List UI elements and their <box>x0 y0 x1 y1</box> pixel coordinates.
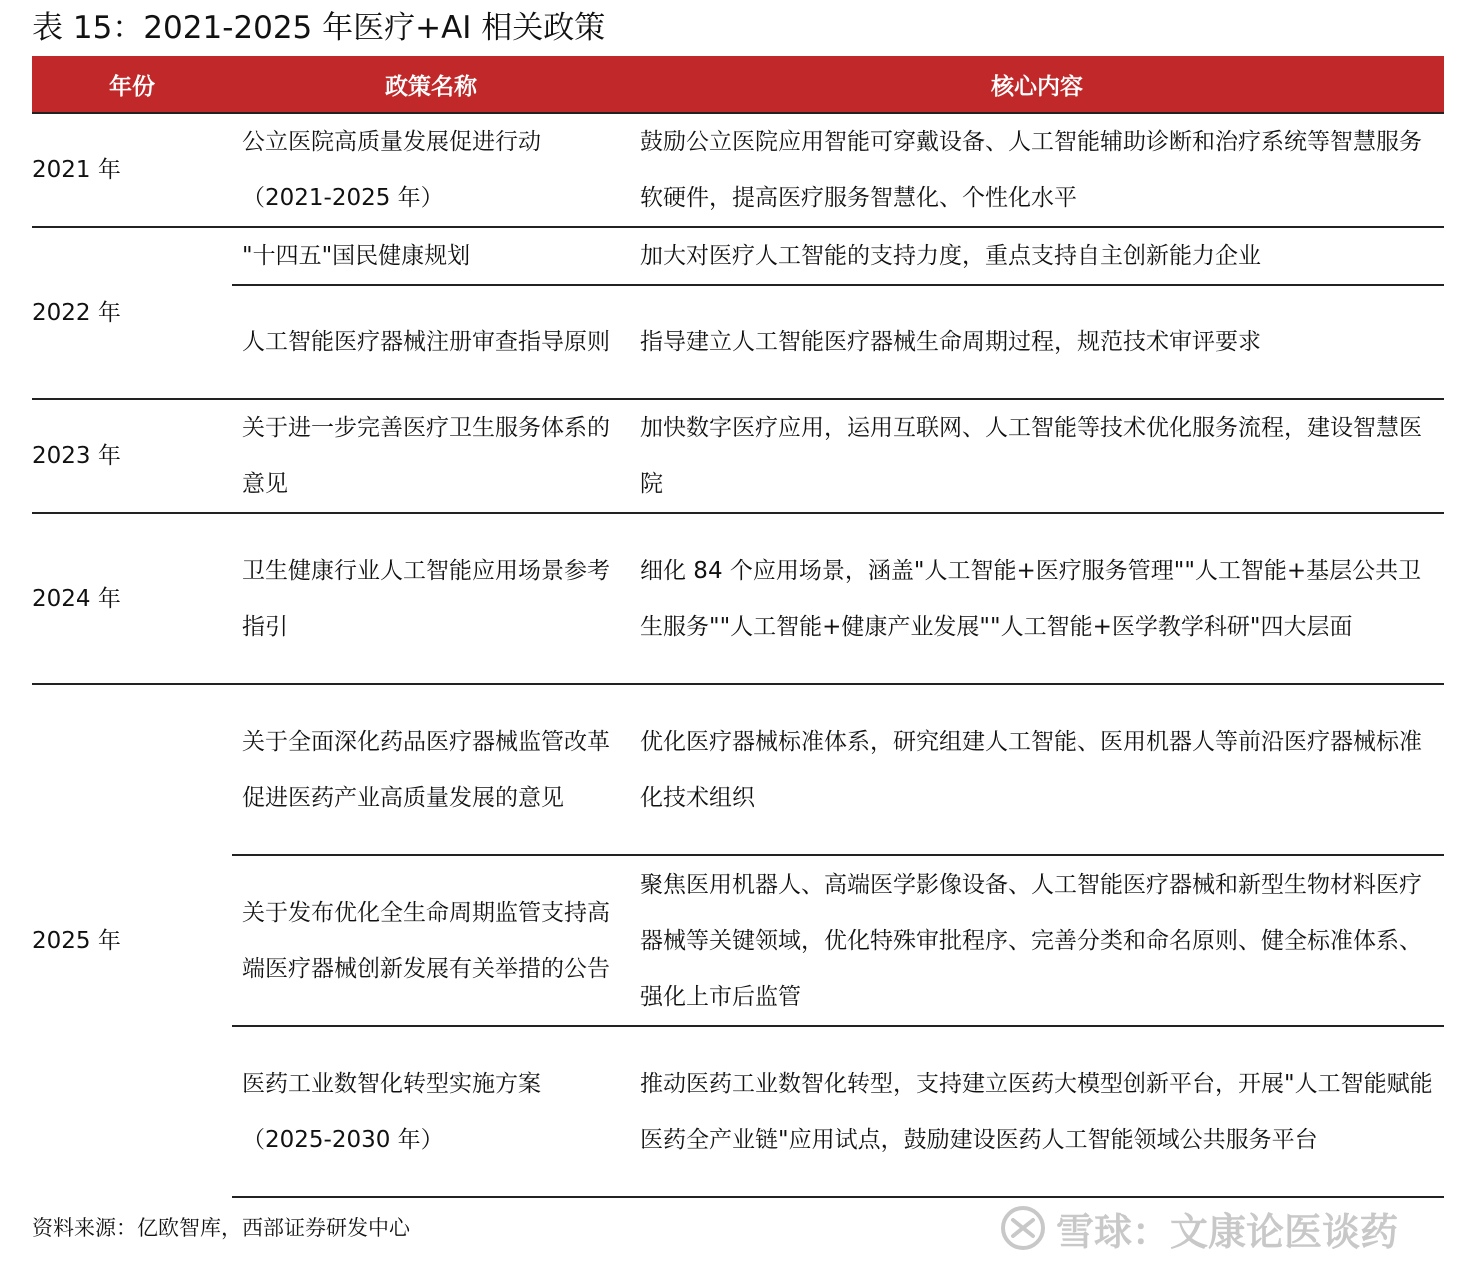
core-content-cell: 鼓励公立医院应用智能可穿戴设备、人工智能辅助诊断和治疗系统等智慧服务软硬件，提高医疗服务智慧化、个性化水平 <box>630 113 1444 227</box>
table-row <box>32 855 1444 1026</box>
header-core-content: 核心内容 <box>630 56 1444 113</box>
year-cell: 2023 年 <box>32 399 232 513</box>
policy-name-cell: 人工智能医疗器械注册审查指导原则 <box>232 285 630 399</box>
core-content-cell: 加快数字医疗应用，运用互联网、人工智能等技术优化服务流程，建设智慧医院 <box>630 399 1444 513</box>
header-year: 年份 <box>32 56 232 113</box>
snowball-logo-icon <box>1000 1205 1046 1251</box>
policy-name-cell: 关于全面深化药品医疗器械监管改革促进医药产业高质量发展的意见 <box>232 684 630 855</box>
source-note: 资料来源：亿欧智库，西部证券研发中心 <box>32 1216 410 1240</box>
table-row <box>32 513 1444 684</box>
watermark-text: 雪球：文康论医谈药 <box>1056 1209 1399 1254</box>
year-cell: 2024 年 <box>32 513 232 684</box>
policy-name-cell: 关于进一步完善医疗卫生服务体系的意见 <box>232 399 630 513</box>
core-content-cell: 加大对医疗人工智能的支持力度，重点支持自主创新能力企业 <box>630 227 1444 285</box>
table-row <box>32 399 1444 513</box>
watermark <box>1000 1198 1444 1258</box>
policy-name-cell: 卫生健康行业人工智能应用场景参考指引 <box>232 513 630 684</box>
table-title: 表 15：2021-2025 年医疗+AI 相关政策 <box>32 10 606 46</box>
table-row <box>32 684 1444 855</box>
header-policy-name: 政策名称 <box>232 56 630 113</box>
policy-name-cell: 公立医院高质量发展促进行动（2021-2025 年） <box>232 113 630 227</box>
policy-name-cell: "十四五"国民健康规划 <box>232 227 630 285</box>
table-row <box>32 113 1444 227</box>
core-content-cell: 推动医药工业数智化转型，支持建立医药大模型创新平台，开展"人工智能赋能医药全产业链"应用试点，鼓励建设医药人工智能领域公共服务平台 <box>630 1026 1444 1197</box>
year-cell: 2021 年 <box>32 113 232 227</box>
policy-name-cell: 医药工业数智化转型实施方案（2025-2030 年） <box>232 1026 630 1197</box>
core-content-cell: 聚焦医用机器人、高端医学影像设备、人工智能医疗器械和新型生物材料医疗器械等关键领域，优化特殊审批程序、完善分类和命名原则、健全标准体系、强化上市后监管 <box>630 855 1444 1026</box>
table-row <box>32 1026 1444 1197</box>
table-row <box>32 227 1444 285</box>
policy-table <box>32 56 1444 1198</box>
core-content-cell: 指导建立人工智能医疗器械生命周期过程，规范技术审评要求 <box>630 285 1444 399</box>
core-content-cell: 优化医疗器械标准体系，研究组建人工智能、医用机器人等前沿医疗器械标准化技术组织 <box>630 684 1444 855</box>
core-content-cell: 细化 84 个应用场景，涵盖"人工智能+医疗服务管理""人工智能+基层公共卫生服务""人工智能+健康产业发展""人工智能+医学教学科研"四大层面 <box>630 513 1444 684</box>
table-row <box>32 285 1444 399</box>
policy-name-cell: 关于发布优化全生命周期监管支持高端医疗器械创新发展有关举措的公告 <box>232 855 630 1026</box>
year-cell: 2025 年 <box>32 684 232 1197</box>
table-header-row <box>32 56 1444 113</box>
year-cell: 2022 年 <box>32 227 232 399</box>
